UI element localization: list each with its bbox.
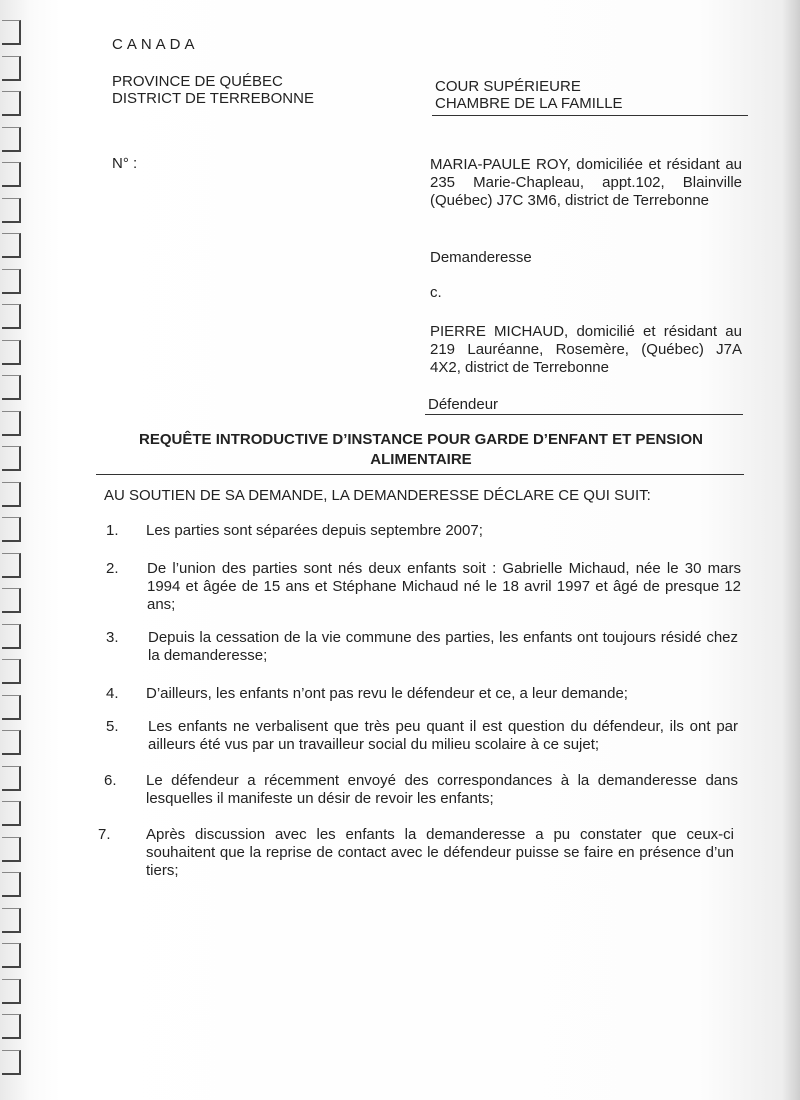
province-label: PROVINCE DE QUÉBEC — [112, 73, 283, 90]
title-line-2: ALIMENTAIRE — [370, 451, 472, 468]
file-number-label: N° : — [112, 155, 138, 172]
binder-mark — [2, 269, 21, 294]
list-item — [0, 685, 800, 705]
chamber-label: CHAMBRE DE LA FAMILLE — [435, 95, 623, 112]
item-text: Depuis la cessation de la vie commune des parties, les enfants ont toujours résidé chez la demanderesse; — [148, 629, 738, 664]
title-line-1: REQUÊTE INTRODUCTIVE D’INSTANCE POUR GARDE D’ENFANT ET PENSION — [139, 431, 703, 448]
binder-mark — [2, 162, 21, 187]
list-item — [0, 718, 800, 758]
court-label: COUR SUPÉRIEURE — [435, 78, 581, 95]
list-item — [0, 560, 800, 616]
binder-mark — [2, 1014, 21, 1039]
binder-mark — [2, 482, 21, 507]
defendant-role: Défendeur — [428, 396, 499, 413]
versus-label: c. — [430, 284, 442, 301]
defendant-divider — [425, 414, 743, 415]
binder-mark — [2, 1050, 21, 1075]
list-item — [0, 772, 800, 812]
binder-mark — [2, 340, 21, 365]
court-block — [435, 78, 623, 112]
binder-mark — [2, 233, 21, 258]
binder-mark — [2, 304, 21, 329]
binder-holes — [0, 0, 24, 1100]
item-text: De l’union des parties sont nés deux enfants soit : Gabrielle Michaud, née le 30 mars 1994 et âgée de 15 ans et Stéphane Michaud né le 18 avril 1997 et âgé de presque 12 ans; — [147, 560, 741, 613]
intro-statement: AU SOUTIEN DE SA DEMANDE, LA DEMANDERESSE DÉCLARE CE QUI SUIT: — [104, 487, 651, 504]
plaintiff-role: Demanderesse — [430, 249, 532, 266]
binder-mark — [2, 446, 21, 471]
binder-mark — [2, 91, 21, 116]
item-text: Les parties sont séparées depuis septembre 2007; — [146, 522, 483, 539]
plaintiff-description: MARIA-PAULE ROY, domiciliée et résidant au 235 Marie-Chapleau, appt.102, Blainville (Québec) J7C 3M6, district de Terrebonne — [430, 156, 742, 209]
item-number: 5. — [106, 718, 119, 735]
list-item — [0, 826, 800, 884]
district-label: DISTRICT DE TERREBONNE — [112, 90, 314, 107]
header-left — [112, 36, 314, 107]
item-text: Le défendeur a récemment envoyé des correspondances à la demanderesse dans lesquelles il manifeste un désir de revoir les enfants; — [146, 772, 738, 807]
item-number: 3. — [106, 629, 119, 646]
list-item — [0, 522, 800, 542]
binder-mark — [2, 56, 21, 81]
item-text: D’ailleurs, les enfants n’ont pas revu le défendeur et ce, a leur demande; — [146, 685, 628, 702]
item-text: Les enfants ne verbalisent que très peu quant il est question du défendeur, ils ont par ailleurs été vus par un travailleur social du milieu scolaire à ce sujet; — [148, 718, 738, 753]
binder-mark — [2, 20, 21, 45]
item-number: 4. — [106, 685, 119, 702]
item-number: 7. — [98, 826, 111, 843]
binder-mark — [2, 908, 21, 933]
defendant-description: PIERRE MICHAUD, domicilié et résidant au 219 Lauréanne, Rosemère, (Québec) J7A 4X2, district de Terrebonne — [430, 323, 742, 376]
binder-mark — [2, 979, 21, 1004]
binder-mark — [2, 198, 21, 223]
document-title — [96, 430, 746, 470]
court-divider — [432, 115, 748, 116]
title-divider — [96, 474, 744, 475]
binder-mark — [2, 375, 21, 400]
page-edge-shadow — [782, 0, 800, 1100]
binder-mark — [2, 943, 21, 968]
item-number: 2. — [106, 560, 119, 577]
binder-mark — [2, 411, 21, 436]
item-number: 1. — [106, 522, 119, 539]
item-number: 6. — [104, 772, 117, 789]
item-text: Après discussion avec les enfants la demanderesse a pu constater que ceux-ci souhaitent que la reprise de contact avec le défendeur puisse se faire en présence d’un tiers; — [146, 826, 734, 879]
list-item — [0, 629, 800, 669]
binder-mark — [2, 127, 21, 152]
country-label: CANADA — [112, 36, 199, 53]
